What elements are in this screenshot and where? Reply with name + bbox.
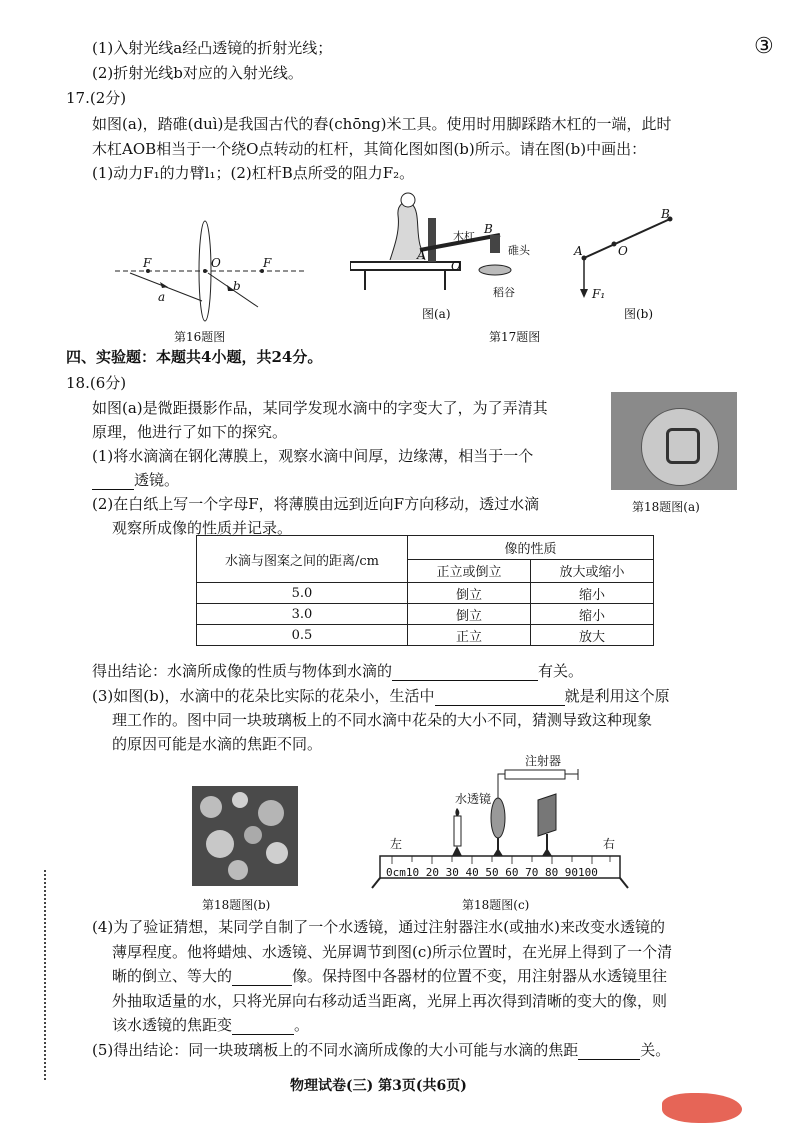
fig17a-label-daogu: 稻谷 [493,286,515,299]
fig18c-caption: 第18题图(c) [462,898,530,912]
binding-margin-dots [44,870,46,1080]
table-header-distance: 水滴与图案之间的距离/cm [197,536,408,583]
table-cell-size: 放大 [531,625,654,646]
q18-step-5-1: (5)得出结论：同一块玻璃板上的不同水滴所成像的大小可能与水滴的焦距 [92,1041,579,1059]
fig18c-label-left: 左 [390,837,403,851]
q18-step-1b [92,470,179,490]
answer-blank-4[interactable] [232,969,292,986]
q16-item-2: (2)折射光线b对应的入射光线。 [92,64,303,82]
q18-step-4e-2: 。 [294,1016,310,1034]
q18-intro-2: 原理，他进行了如下的探究。 [92,423,288,441]
table-row [197,625,654,646]
q18-step-5-2: 关。 [640,1041,671,1059]
q18-intro-1: 如图(a)是微距摄影作品，某同学发现水滴中的字变大了，为了弄清其 [92,399,548,417]
table-cell-size: 缩小 [531,583,654,604]
fig18c-label-water-lens: 水透镜 [455,792,492,806]
fig18c-scale: 0cm10 20 30 40 50 60 70 80 90100 [386,866,598,879]
fig16-caption: 第16题图 [174,330,226,344]
table-header-size: 放大或缩小 [531,559,654,583]
table-cell-orientation: 倒立 [408,583,531,604]
fig17b-label-a: A [574,244,583,258]
q18-step-4e-1: 该水透镜的焦距变 [112,1016,233,1034]
photo-18b-water-droplets [192,786,298,886]
table-cell-distance: 0.5 [197,625,408,646]
q18-step-4d: 外抽取适量的水，只将光屏向右移动适当距离，光屏上再次得到清晰的变大的像，则 [112,992,668,1010]
fig18a-caption: 第18题图(a) [632,500,700,514]
q17-para-2: 木杠AOB相当于一个绕O点转动的杠杆，其简化图如图(b)所示。请在图(b)中画出： [92,140,647,158]
q18-step-4e [112,1015,309,1035]
q17-para-1: 如图(a)，踏碓(duì)是我国古代的舂(chōng)米工具。使用时用脚踩踏木杠的一端，此时 [92,115,672,133]
fig17b-label-f1: F₁ [592,287,606,301]
fig17-caption: 第17题图 [489,330,541,344]
q18-conclusion [92,661,583,681]
q18-step-4c-2: 像。保持图中各器材的位置不变，用注射器从水透镜里往 [292,967,668,985]
page-badge: ③ [754,34,774,59]
fig18b-caption: 第18题图(b) [202,898,271,912]
fig18c-label-right: 右 [603,837,616,851]
fig16-label-f-right: F [263,256,272,270]
q18-conclusion-a: 得出结论：水滴所成像的性质与物体到水滴的 [92,662,393,680]
fig16-label-a: a [158,290,166,304]
table-row [197,583,654,604]
fig16-label-f-left: F [143,256,152,270]
table-cell-orientation: 倒立 [408,604,531,625]
fig16-label-o: O [211,256,221,270]
table-header-row [197,536,654,560]
fig18c-label-syringe: 注射器 [525,754,562,768]
q18-conclusion-b: 有关。 [538,662,584,680]
photo-18a-water-drop [611,392,737,490]
q18-step-3a-1: (3)如图(b)，水滴中的花朵比实际的花朵小，生活中 [92,687,435,705]
fig17b-caption: 图(b) [624,307,654,321]
fig17a-label-o: O [451,259,461,273]
answer-blank-1[interactable] [92,473,134,490]
q18-step-3a [92,686,670,706]
answer-blank-6[interactable] [578,1043,640,1060]
answer-blank-5[interactable] [232,1018,294,1035]
q18-step-3b: 理工作的。图中同一块玻璃板上的不同水滴中花朵的大小不同，猜测导致这种现象 [112,711,653,729]
fig17a-label-chuitou: 碓头 [508,244,530,257]
table-cell-size: 缩小 [531,604,654,625]
q16-item-1: (1)入射光线a经凸透镜的折射光线； [92,39,333,57]
q18-step-3c: 的原因可能是水滴的焦距不同。 [112,735,323,753]
fig17a-label-a: A [417,248,426,262]
table-cell-distance: 3.0 [197,604,408,625]
page-footer: 物理试卷(三) 第3页(共6页) [290,1078,467,1094]
q18-step-2a: (2)在白纸上写一个字母F，将薄膜由远到近向F方向移动，透过水滴 [92,495,540,513]
table-cell-orientation: 正立 [408,625,531,646]
answer-blank-3[interactable] [435,689,565,706]
red-stamp-mark [662,1093,742,1123]
table-cell-distance: 5.0 [197,583,408,604]
fig17b-label-o: O [618,244,628,258]
figure-16-lens-diagram [110,215,310,325]
fig16-label-b: b [233,279,241,293]
q18-header: 18.(6分) [66,374,127,392]
q17-header: 17.(2分) [66,89,127,107]
q18-step-5 [92,1040,670,1060]
section-4-heading: 四、实验题：本题共4小题，共24分。 [66,348,323,366]
fig17a-label-mugang: 木杠 [453,230,475,243]
table-row [197,604,654,625]
q18-step-1a: (1)将水滴滴在钢化薄膜上，观察水滴中间厚，边缘薄，相当于一个 [92,447,534,465]
fig17a-label-b: B [484,222,493,236]
q18-step-4b: 薄厚程度。他将蜡烛、水透镜、光屏调节到图(c)所示位置时，在光屏上得到了一个清 [112,943,673,961]
q17-para-3: (1)动力F₁的力臂l₁；(2)杠杆B点所受的阻力F₂。 [92,164,415,182]
answer-blank-2[interactable] [392,664,538,681]
q18-step-2b: 观察所成像的性质并记录。 [112,519,293,537]
q18-step-4c [112,966,667,986]
q18-step-1b-text: 透镜。 [134,471,180,489]
results-table [196,535,654,646]
q18-step-4c-1: 晰的倒立、等大的 [112,967,233,985]
table-header-orientation: 正立或倒立 [408,559,531,583]
fig17a-caption: 图(a) [422,307,451,321]
fig17b-label-b: B [661,207,670,221]
q18-step-4a: (4)为了验证猜想，某同学自制了一个水透镜，通过注射器注水(或抽水)来改变水透镜的 [92,918,665,936]
q18-step-3a-2: 就是利用这个原 [564,687,670,705]
table-header-image-property: 像的性质 [408,536,654,560]
